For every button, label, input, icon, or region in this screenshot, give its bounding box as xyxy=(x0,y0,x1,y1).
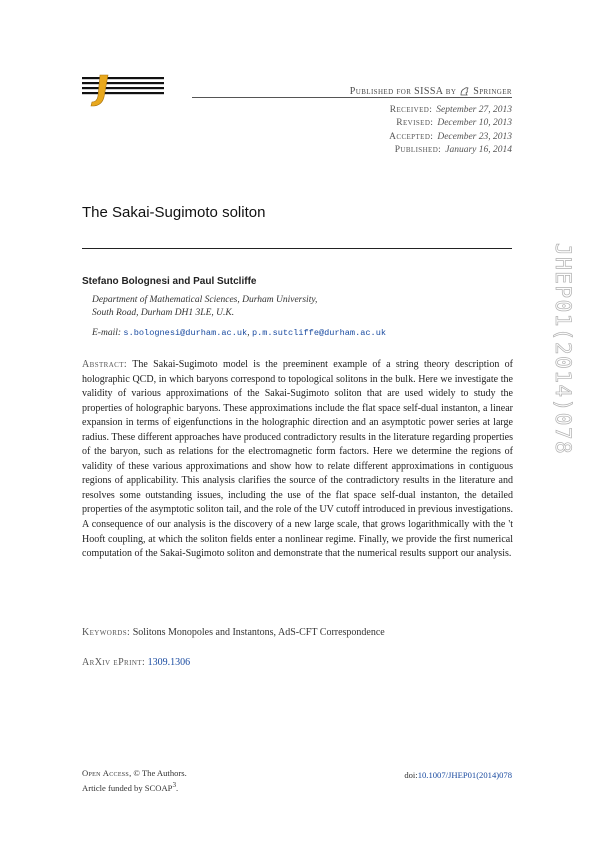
date-revised: Revised: December 10, 2013 xyxy=(396,118,512,129)
publication-dates xyxy=(389,104,512,158)
paper-title: The Sakai-Sugimoto soliton xyxy=(82,204,266,221)
email-line xyxy=(92,328,386,338)
abstract-text: The Sakai-Sugimoto model is the preeminent example of a string theory description of holographic QCD, in which baryons correspond to topological solitons in the bulk. Here we investigate the validity of various approximations of the Sakai-Sugimoto soliton that are used widely to study the properties of holographic baryons. These approximations include the flat space self-dual instanton, a linear expansion in terms of eigenfunctions in the holographic direction and an asymptotic power series at large radius. These different approaches have produced contradictory results in the literature regarding properties of the baryon, such as relations for the electromagnetic form factors. Here we determine the regions of validity of these various approximations and show how to relate different approximations in contiguous regions of applicability. This analysis clarifies the source of the contradictory results in the literature and resolves some outstanding issues, including the use of the flat space self-dual instanton, the detailed properties of the asymptotic soliton tail, and the role of the UV cutoff introduced in previous investigations. A consequence of our analysis is the discovery of a new large scale, that grows logarithmically with the 't Hooft coupling, at which the soliton fields enter a nonlinear regime. Finally, we provide the first numerical computation of the Sakai-Sugimoto soliton and demonstrate that the numerical results support our analysis. xyxy=(82,359,513,560)
affiliation-line-1: Department of Mathematical Sciences, Durham University, xyxy=(92,295,318,305)
footer-license: Open Access, © The Authors. Article funded by SCOAP$^3$. xyxy=(82,768,187,794)
arxiv-label: ArXiv ePrint: xyxy=(82,657,146,668)
keywords-text: Solitons Monopoles and Instantons, AdS-CFT Correspondence xyxy=(132,627,385,638)
publisher-line xyxy=(350,86,512,97)
doi-link[interactable]: 10.1007/JHEP01(2014)078 xyxy=(417,770,512,780)
email-link-bolognesi[interactable]: s.bolognesi@durham.ac.uk xyxy=(123,328,248,338)
author-list: Stefano Bolognesi and Paul Sutcliffe xyxy=(82,276,257,287)
abstract-label: Abstract: xyxy=(82,359,128,370)
date-published: Published: January 16, 2014 xyxy=(394,145,512,156)
side-identifier-text: JHEP01(2014)078 xyxy=(551,243,575,456)
title-divider xyxy=(82,248,512,249)
side-identifier xyxy=(542,238,582,508)
email-link-sutcliffe[interactable]: p.m.sutcliffe@durham.ac.uk xyxy=(251,328,387,338)
abstract xyxy=(82,358,513,562)
arxiv-eprint xyxy=(82,657,190,668)
doi-prefix: doi: xyxy=(404,770,418,780)
email-separator: , xyxy=(247,328,250,338)
email-label: E-mail: xyxy=(92,328,122,338)
arxiv-link[interactable]: 1309.1306 xyxy=(147,657,191,668)
date-accepted: Accepted: December 23, 2013 xyxy=(389,131,512,142)
jhep-logo xyxy=(82,73,170,111)
springer-horse-icon xyxy=(459,86,470,97)
published-for-text: Published for SISSA by xyxy=(349,86,457,97)
header-divider xyxy=(192,97,512,98)
affiliation xyxy=(92,294,317,320)
keywords xyxy=(82,627,385,638)
doi-line xyxy=(404,770,512,780)
affiliation-line-2: South Road, Durham DH1 3LE, U.K. xyxy=(92,307,235,318)
funding-text: Article funded by SCOAP xyxy=(82,783,173,794)
publisher-name: Springer xyxy=(473,86,512,97)
date-received: Received: September 27, 2013 xyxy=(389,105,512,115)
keywords-label: Keywords: xyxy=(82,627,131,638)
copyright-text: , © The Authors. xyxy=(129,768,187,778)
funding-sup: 3 xyxy=(172,781,177,790)
open-access-label: Open Access xyxy=(82,768,130,778)
